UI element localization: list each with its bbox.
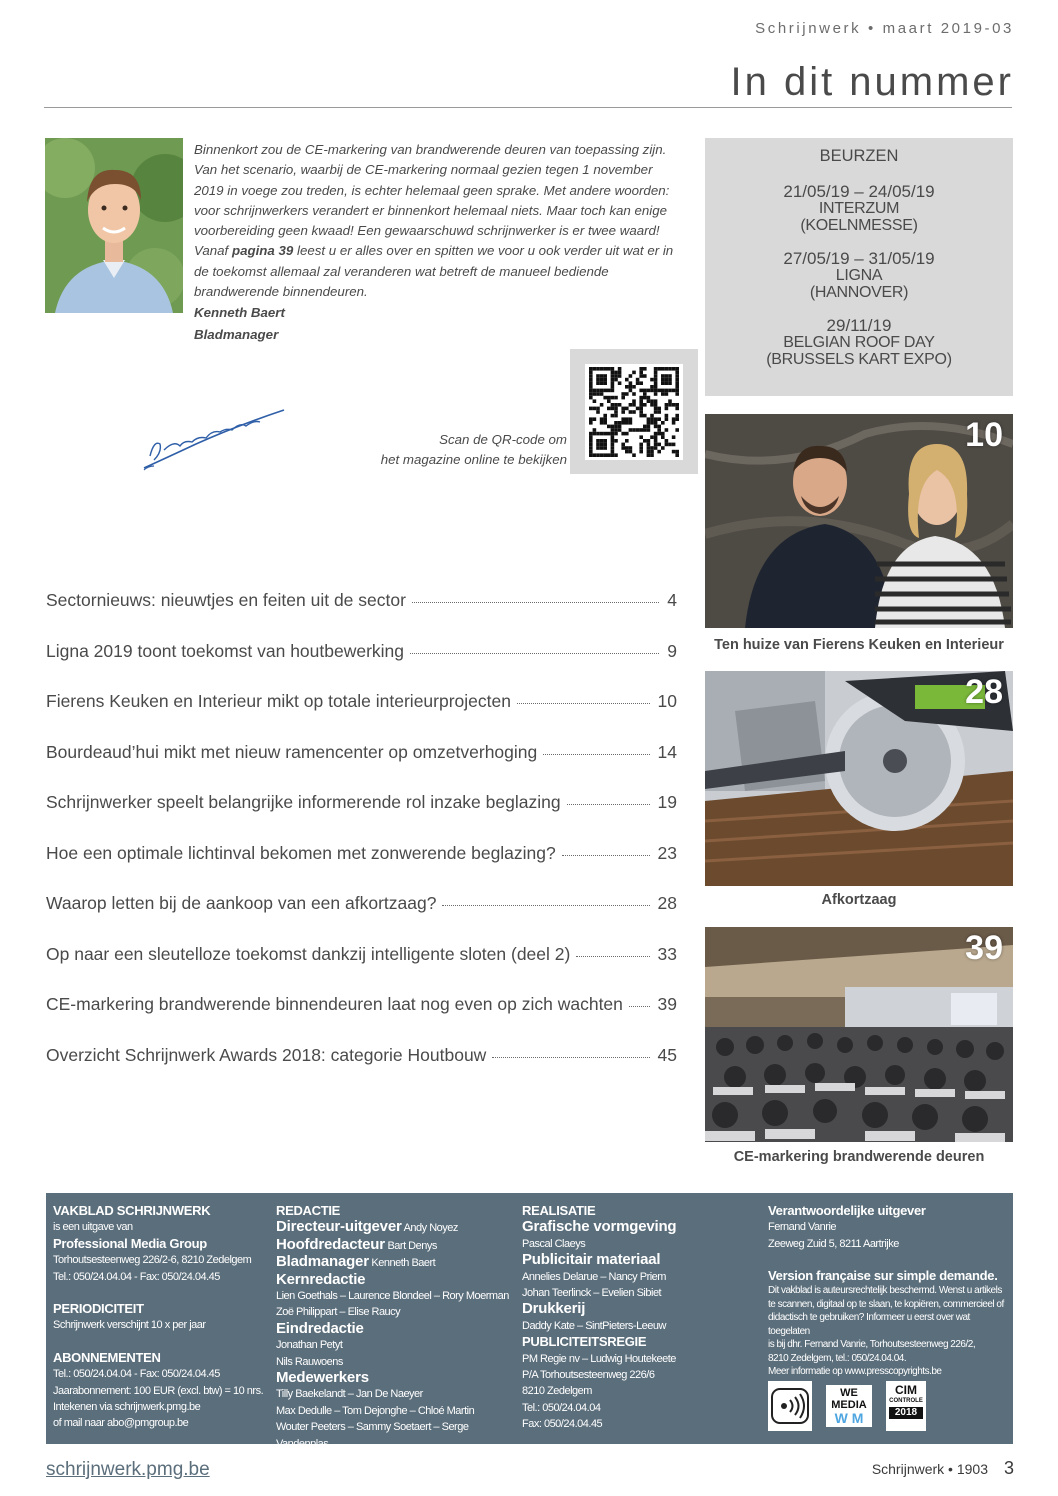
we-media-logo: WE MEDIA W M bbox=[826, 1381, 872, 1431]
colophon-heading: VAKBLAD SCHRIJNWERK bbox=[53, 1203, 211, 1218]
editor-portrait bbox=[45, 138, 183, 313]
colophon-editorial bbox=[276, 1203, 516, 1452]
toc-title: Overzicht Schrijnwerk Awards 2018: categorie Houtbouw bbox=[46, 1044, 487, 1065]
colophon-heading: REALISATIE bbox=[522, 1203, 596, 1218]
toc-leader bbox=[543, 754, 649, 755]
toc-leader bbox=[562, 855, 650, 856]
colophon-line: Torhoutsesteenweg 226/2-6, 8210 Zedelgem bbox=[53, 1254, 252, 1267]
toc-page: 14 bbox=[657, 741, 677, 762]
colophon-role: Hoofdredacteur bbox=[276, 1235, 385, 1253]
we-media-logo-line-1: WE bbox=[840, 1387, 858, 1399]
colophon-publisher bbox=[53, 1203, 273, 1432]
title-divider bbox=[44, 107, 1012, 108]
toc-leader bbox=[442, 905, 649, 906]
qr-caption bbox=[300, 430, 567, 471]
toc-page: 4 bbox=[667, 590, 677, 610]
fair-name: BELGIAN ROOF DAY bbox=[783, 334, 935, 351]
colophon-person: Bart Denys bbox=[387, 1239, 437, 1252]
table-of-contents bbox=[46, 590, 677, 1095]
colophon-person: Johan Teerlinck – Evelien Sibiet bbox=[522, 1287, 662, 1300]
signature-image bbox=[136, 400, 292, 480]
partner-logos bbox=[768, 1381, 926, 1431]
fair-place: (BRUSSELS KART EXPO) bbox=[766, 351, 952, 368]
colophon-line: P/A Torhoutsesteenweg 226/6 bbox=[522, 1369, 655, 1382]
toc-page: 33 bbox=[657, 943, 677, 964]
colophon-heading: ABONNEMENTEN bbox=[53, 1349, 161, 1365]
toc-item[interactable] bbox=[46, 742, 677, 793]
toc-item[interactable] bbox=[46, 893, 677, 944]
toc-page: 9 bbox=[667, 640, 677, 661]
colophon-responsible bbox=[768, 1203, 1008, 1379]
feature-caption: Ten huize van Fierens Keuken en Interieur bbox=[714, 637, 1004, 653]
toc-title: Waarop letten bij de aankoop van een afkortzaag? bbox=[46, 893, 437, 913]
website-link[interactable]: schrijnwerk.pmg.be bbox=[46, 1459, 210, 1480]
qr-caption-line-1: Scan de QR-code om bbox=[439, 432, 567, 447]
colophon-line: Fax: 050/24.04.45 bbox=[522, 1418, 603, 1431]
colophon-role: Kernredactie bbox=[276, 1270, 366, 1288]
page-title: In dit nummer bbox=[730, 60, 1014, 104]
issue-meta: Schrijnwerk • maart 2019-03 bbox=[755, 20, 1014, 37]
colophon-line: 8210 Zedelgem bbox=[522, 1385, 592, 1398]
feature-caption: Afkortzaag bbox=[821, 892, 897, 908]
editorial-body-end: leest u er alles over en spitten we voor u ook verder uit wat er in de toekomst allemaal zal veranderen wat betreft de manueel bediende brandwerende binnendeuren. bbox=[194, 243, 674, 300]
colophon-production bbox=[522, 1203, 758, 1433]
editorial-role: Bladmanager bbox=[194, 326, 279, 342]
feature-photo-fierens[interactable] bbox=[705, 414, 1013, 628]
colophon-person: Kenneth Baert bbox=[371, 1257, 436, 1270]
colophon bbox=[46, 1193, 1013, 1450]
colophon-person: Pascal Claeys bbox=[522, 1237, 586, 1250]
colophon-line: 8210 Zedelgem, tel.: 050/24.04.04. bbox=[768, 1352, 907, 1364]
toc-page: 45 bbox=[657, 1044, 677, 1065]
colophon-line: Dit vakblad is auteursrechtelijk beschermd. Wenst u artikels bbox=[768, 1285, 1002, 1297]
toc-leader bbox=[410, 653, 659, 654]
fair-name: INTERZUM bbox=[818, 200, 900, 217]
cim-logo-line-2: CONTROLE bbox=[889, 1398, 923, 1404]
fair-dates: 27/05/19 – 31/05/19 bbox=[783, 249, 935, 268]
toc-item[interactable] bbox=[46, 691, 677, 742]
toc-title: Hoe een optimale lichtinval bekomen met zonwerende beglazing? bbox=[46, 842, 556, 863]
toc-page: 28 bbox=[657, 893, 677, 913]
colophon-heading: PUBLICITEITSREGIE bbox=[522, 1334, 647, 1350]
we-media-logo-line-2: MEDIA bbox=[831, 1399, 867, 1411]
toc-title: Bourdeaud’hui mikt met nieuw ramencenter op omzetverhoging bbox=[46, 741, 538, 762]
fair-item bbox=[705, 183, 1013, 234]
toc-leader bbox=[412, 602, 659, 603]
toc-item[interactable] bbox=[46, 590, 677, 641]
colophon-person: Nils Rauwoens bbox=[276, 1355, 343, 1368]
colophon-line: of mail naar abo@pmgroup.be bbox=[53, 1417, 189, 1430]
toc-item[interactable] bbox=[46, 641, 677, 692]
qr-caption-line-2: het magazine online te bekijken bbox=[380, 452, 567, 468]
colophon-role: Grafische vormgeving bbox=[522, 1218, 677, 1236]
feature-page-number: 28 bbox=[965, 673, 1003, 711]
editorial-author: Kenneth Baert bbox=[194, 305, 285, 321]
colophon-line: Tel.: 050/24.04.04 - Fax: 050/24.04.45 bbox=[53, 1368, 220, 1381]
colophon-heading: PERIODICITEIT bbox=[53, 1301, 144, 1317]
fair-dates: 21/05/19 – 24/05/19 bbox=[783, 182, 935, 201]
feature-page-number: 39 bbox=[965, 929, 1003, 967]
toc-leader bbox=[567, 804, 650, 805]
toc-leader bbox=[517, 703, 650, 704]
fair-place: (HANNOVER) bbox=[809, 284, 909, 301]
colophon-role: Directeur-uitgever bbox=[276, 1218, 402, 1236]
editorial-text bbox=[194, 140, 674, 345]
toc-title: Ligna 2019 toont toekomst van houtbewerking bbox=[46, 640, 405, 661]
toc-page: 10 bbox=[657, 691, 677, 711]
colophon-role: Drukkerij bbox=[522, 1300, 586, 1318]
cim-logo-line-1: CIM bbox=[895, 1383, 917, 1397]
colophon-line: Intekenen via schrijnwerk.pmg.be bbox=[53, 1401, 201, 1414]
toc-page: 23 bbox=[657, 842, 677, 863]
fair-place: (KOELNMESSE) bbox=[800, 217, 918, 234]
colophon-person: Jonathan Petyt bbox=[276, 1339, 343, 1352]
colophon-line: Meer informatie op www.presscopyrights.be bbox=[768, 1366, 942, 1378]
fair-name: LIGNA bbox=[835, 267, 883, 284]
colophon-company: Professional Media Group bbox=[53, 1235, 207, 1251]
colophon-person: Max Dedulle – Tom Dejonghe – Chloé Martin bbox=[276, 1404, 475, 1417]
colophon-person: Andy Noyez bbox=[403, 1222, 458, 1235]
footer-magazine: Schrijnwerk • 1903 bbox=[871, 1461, 988, 1477]
cim-logo-line-3: 2018 bbox=[889, 1407, 923, 1419]
toc-item[interactable] bbox=[46, 944, 677, 995]
toc-leader bbox=[576, 956, 649, 957]
colophon-line: is bij dhr. Fernand Vanrie, Torhoutsesteenweg 226/2, bbox=[768, 1339, 976, 1351]
colophon-person: Tilly Baekelandt – Jan De Naeyer bbox=[276, 1388, 423, 1401]
colophon-role: Bladmanager bbox=[276, 1253, 369, 1271]
colophon-line: didactisch te gebruiken? Informeer u eerst over wat toegelaten bbox=[768, 1312, 970, 1337]
fair-item bbox=[705, 317, 1013, 368]
editorial-body-start: Binnenkort zou de CE-markering van brandwerende deuren van toepassing zijn. Van het scenario, waarbij de CE-markering normaal gezien tegen 1 november 2019 in voege zou treden, is echter helemaal geen sprake. Met andere woorden: voor schrijnwerkers verandert er binnenkort helemaal niets. Maar toch kan enige voorbereiding geen kwaad! Een gewaarschuwd schrijnwerker is er twee waard! Vanaf bbox=[194, 142, 670, 259]
toc-page: 19 bbox=[657, 792, 677, 812]
toc-title: Schrijnwerker speelt belangrijke informerende rol inzake beglazing bbox=[46, 792, 561, 812]
feature-photo-seminar[interactable] bbox=[705, 927, 1013, 1142]
fair-item bbox=[705, 250, 1013, 301]
colophon-person: Zoë Philippart – Elise Raucy bbox=[276, 1306, 401, 1319]
fairs-title: BEURZEN bbox=[819, 147, 899, 165]
colophon-line: te scannen, digitaal op te slaan, te kopiëren, commercieel of bbox=[768, 1298, 1004, 1310]
qr-code[interactable] bbox=[585, 364, 683, 460]
colophon-line: Zeeweg Zuid 5, 8211 Aartrijke bbox=[768, 1237, 899, 1250]
page-number: 3 bbox=[1003, 1458, 1014, 1478]
colophon-line: PM Regie nv – Ludwig Houtekeete bbox=[522, 1352, 676, 1365]
colophon-person: Lien Goethals – Laurence Blondeel – Rory Moerman bbox=[276, 1290, 509, 1303]
press-copyright-logo bbox=[768, 1381, 812, 1431]
colophon-person: Daddy Kate – SintPieters-Leeuw bbox=[522, 1319, 666, 1332]
colophon-person: Annelies Delarue – Nancy Priem bbox=[522, 1270, 666, 1283]
toc-item[interactable] bbox=[46, 1045, 677, 1096]
toc-title: Fierens Keuken en Interieur mikt op totale interieurprojecten bbox=[46, 691, 511, 711]
toc-item[interactable] bbox=[46, 843, 677, 894]
fair-dates: 29/11/19 bbox=[826, 316, 892, 335]
colophon-line: Schrijnwerk verschijnt 10 x per jaar bbox=[53, 1319, 206, 1332]
toc-leader bbox=[492, 1057, 649, 1058]
colophon-line: Jaarabonnement: 100 EUR (excl. btw) = 10 nrs. bbox=[53, 1384, 264, 1397]
toc-title: Op naar een sleutelloze toekomst dankzij intelligente sloten (deel 2) bbox=[46, 943, 571, 964]
colophon-line: Tel.: 050/24.04.04 - Fax: 050/24.04.45 bbox=[53, 1270, 220, 1283]
toc-item[interactable] bbox=[46, 792, 677, 843]
fairs-box bbox=[705, 138, 1013, 396]
editorial-page-ref: pagina 39 bbox=[231, 243, 294, 259]
feature-photo-saw[interactable] bbox=[705, 671, 1013, 886]
feature-caption: CE-markering brandwerende deuren bbox=[733, 1149, 985, 1165]
colophon-person: Wouter Peeters – Sammy Soetaert – Serge Vandenplas bbox=[276, 1421, 469, 1450]
colophon-heading: REDACTIE bbox=[276, 1203, 341, 1218]
colophon-line: Tel.: 050/24.04.04 bbox=[522, 1401, 601, 1414]
toc-page: 39 bbox=[657, 994, 677, 1014]
colophon-line: Fernand Vanrie bbox=[768, 1221, 837, 1234]
feature-page-number: 10 bbox=[965, 416, 1003, 454]
colophon-role: Medewerkers bbox=[276, 1369, 369, 1387]
qr-code-panel bbox=[570, 349, 698, 474]
colophon-heading: Verantwoordelijke uitgever bbox=[768, 1203, 926, 1218]
colophon-line: is een uitgave van bbox=[53, 1221, 133, 1234]
colophon-role: Publicitair materiaal bbox=[522, 1251, 661, 1269]
toc-title: Sectornieuws: nieuwtjes en feiten uit de sector bbox=[46, 590, 406, 610]
toc-title: CE-markering brandwerende binnendeuren laat nog even op zich wachten bbox=[46, 994, 623, 1014]
colophon-role: Eindredactie bbox=[276, 1319, 364, 1337]
toc-leader bbox=[629, 1006, 650, 1007]
colophon-heading: Version française sur simple demande. bbox=[768, 1268, 998, 1284]
cim-logo bbox=[886, 1381, 926, 1431]
toc-item[interactable] bbox=[46, 994, 677, 1045]
